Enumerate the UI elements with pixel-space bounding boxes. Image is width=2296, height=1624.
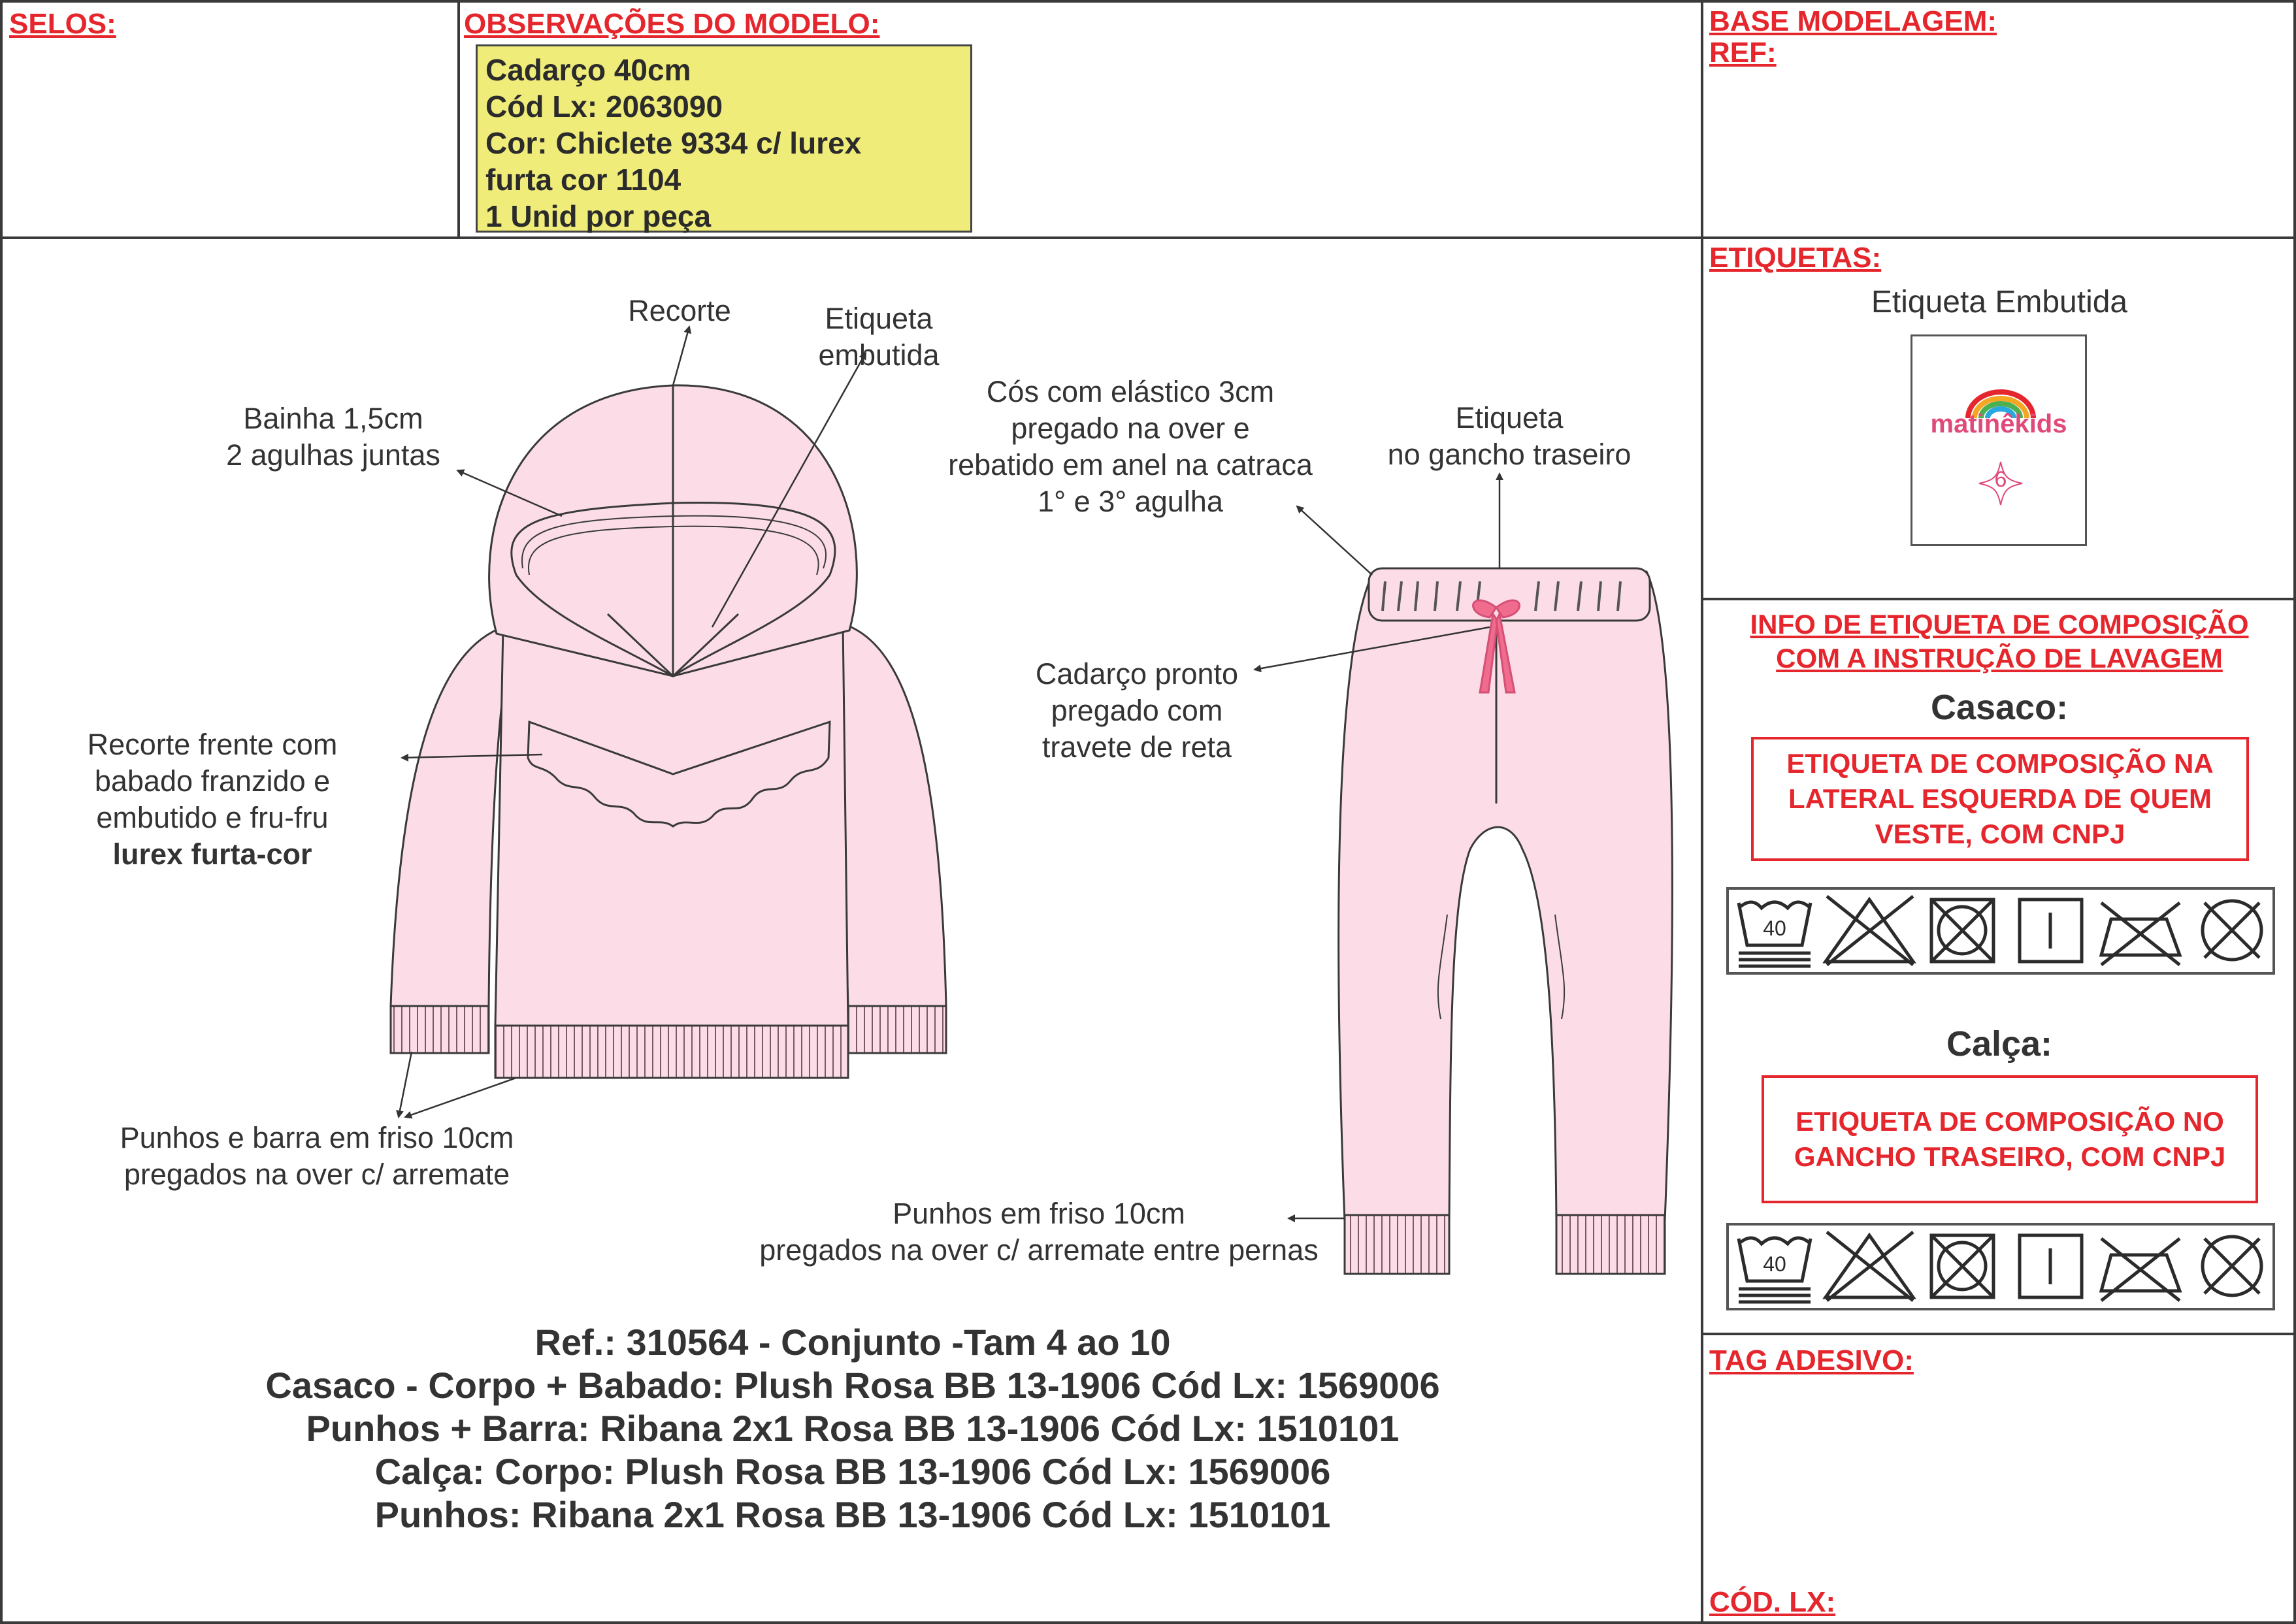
no-tumble-dry-icon <box>1931 900 1993 962</box>
no-tumble-dry-icon <box>1931 1235 1993 1297</box>
label-cadarco <box>1006 656 1268 766</box>
casaco-title: Casaco: <box>1930 688 2069 727</box>
size-number: 6 <box>1994 467 2007 492</box>
no-iron-icon <box>2101 903 2180 965</box>
label-line: pregados na over c/ arremate entre pernas <box>759 1233 1319 1267</box>
note-line: furta cor 1104 <box>485 163 681 197</box>
note-line: 1 Unid por peça <box>485 199 712 233</box>
left-sleeve <box>391 627 510 1006</box>
wash-temp: 40 <box>1763 1252 1786 1276</box>
arrow-punhos-2 <box>405 1078 516 1117</box>
frame-top <box>0 0 2296 3</box>
label-etiqueta-gancho <box>1372 400 1647 473</box>
hoodie-hem <box>495 1026 848 1078</box>
etiquetas-divider <box>1702 598 2296 600</box>
pants-drawing <box>1339 568 1673 1274</box>
header-col-divider-1 <box>457 0 460 238</box>
hoodie-drawing <box>391 385 946 1078</box>
no-bleach-icon <box>1826 896 1913 965</box>
spec-line: Calça: Corpo: Plush Rosa BB 13-1906 Cód Lx: 1569006 <box>374 1451 1331 1492</box>
etiqueta-embutida-title: Etiqueta Embutida <box>1871 285 2128 319</box>
label-line: Recorte frente com <box>87 728 338 761</box>
tag-adesivo-heading: TAG ADESIVO: <box>1709 1344 1914 1376</box>
label-line: 2 agulhas juntas <box>226 438 440 472</box>
spec-line: Casaco - Corpo + Babado: Plush Rosa BB 13-1906 Cód Lx: 1569006 <box>265 1365 1440 1406</box>
no-dry-clean-icon <box>2203 901 2261 960</box>
label-line: Etiqueta <box>825 302 933 335</box>
box-line: ETIQUETA DE COMPOSIÇÃO NO <box>1796 1106 2224 1137</box>
box-line: GANCHO TRASEIRO, COM CNPJ <box>1794 1141 2226 1172</box>
observacoes-heading: OBSERVAÇÕES DO MODELO: <box>464 8 880 40</box>
care-symbols-row <box>1729 890 2272 972</box>
info-heading <box>1705 608 2293 675</box>
model-notes <box>476 44 972 233</box>
calca-composition-box <box>1762 1075 2258 1203</box>
note-line: Cor: Chiclete 9334 c/ lurex <box>485 126 862 160</box>
label-line: embutido e fru-fru <box>96 801 329 834</box>
label-line: Punhos em friso 10cm <box>893 1197 1185 1230</box>
box-line: VESTE, COM CNPJ <box>1875 819 2125 849</box>
label-recorte: Recorte <box>628 294 731 327</box>
label-line: travete de reta <box>1041 730 1232 764</box>
ref-heading: REF: <box>1709 37 1777 69</box>
brand-logo: matinêkids <box>1930 410 2067 438</box>
label-line: Punhos e barra em friso 10cm <box>120 1121 514 1154</box>
label-line: pregado na over e <box>1011 412 1250 445</box>
spec-line: Ref.: 310564 - Conjunto -Tam 4 ao 10 <box>534 1322 1171 1363</box>
label-punhos-barra <box>105 1120 529 1193</box>
casaco-care-symbols <box>1726 887 2275 975</box>
no-iron-icon <box>2101 1239 2180 1301</box>
tag-divider <box>1702 1333 2296 1335</box>
brand-label <box>1911 334 2087 546</box>
calca-care-symbols <box>1726 1223 2275 1310</box>
no-dry-clean-icon <box>2203 1237 2261 1295</box>
label-cos <box>921 374 1339 520</box>
left-pant-cuff <box>1345 1215 1449 1274</box>
label-line: pregado com <box>1051 694 1223 727</box>
label-recorte-frente <box>59 726 366 873</box>
care-symbols-row <box>1729 1226 2272 1308</box>
label-line: pregados na over c/ arremate <box>123 1158 510 1191</box>
right-cuff <box>848 1006 946 1053</box>
right-pant-cuff <box>1556 1215 1665 1274</box>
frame-bottom <box>0 1621 2296 1624</box>
etiquetas-heading: ETIQUETAS: <box>1709 242 1882 274</box>
label-line: 1° e 3° agulha <box>1038 485 1223 518</box>
line-dry-icon <box>2020 900 2082 962</box>
label-line: Etiqueta <box>1455 401 1564 434</box>
line-dry-icon <box>2020 1235 2082 1297</box>
info-heading-line: INFO DE ETIQUETA DE COMPOSIÇÃO <box>1750 609 2249 640</box>
right-panel-divider <box>1701 0 1703 1624</box>
label-line-bold: lurex furta-cor <box>112 837 312 871</box>
box-line: ETIQUETA DE COMPOSIÇÃO NA <box>1786 748 2214 779</box>
label-line: Cadarço pronto <box>1035 657 1239 690</box>
arrow-recorte <box>673 327 689 385</box>
spec-line: Punhos: Ribana 2x1 Rosa BB 13-1906 Cód Lx: 1510101 <box>374 1494 1331 1535</box>
label-line: rebatido em anel na catraca <box>948 448 1313 481</box>
note-line: Cód Lx: 2063090 <box>485 89 723 123</box>
right-sleeve <box>840 624 946 1006</box>
selos-heading: SELOS: <box>9 8 116 40</box>
left-cuff <box>391 1006 489 1053</box>
cod-lx-heading: CÓD. LX: <box>1709 1586 1836 1618</box>
calca-title: Calça: <box>1946 1024 2053 1064</box>
label-line: Cós com elástico 3cm <box>986 375 1275 408</box>
note-line: Cadarço 40cm <box>485 53 691 87</box>
label-line: embutida <box>818 338 940 372</box>
label-line: babado franzido e <box>94 764 331 798</box>
base-modelagem-heading: BASE MODELAGEM: <box>1709 5 1997 37</box>
spec-line: Punhos + Barra: Ribana 2x1 Rosa BB 13-1906 Cód Lx: 1510101 <box>306 1408 1400 1449</box>
spec-block <box>26 1321 1679 1536</box>
no-bleach-icon <box>1826 1232 1913 1301</box>
frame-right <box>2293 0 2296 1624</box>
label-line: no gancho traseiro <box>1387 438 1632 471</box>
arrow-punhos-1 <box>399 1052 412 1117</box>
label-bainha <box>196 400 470 474</box>
label-etiqueta-embutida <box>794 300 964 374</box>
label-punhos-calca <box>725 1195 1353 1269</box>
label-line: Bainha 1,5cm <box>243 402 423 435</box>
box-line: LATERAL ESQUERDA DE QUEM <box>1788 783 2212 814</box>
casaco-composition-box <box>1751 737 2249 861</box>
wash-temp: 40 <box>1763 917 1786 940</box>
info-heading-line: COM A INSTRUÇÃO DE LAVAGEM <box>1776 643 2223 674</box>
